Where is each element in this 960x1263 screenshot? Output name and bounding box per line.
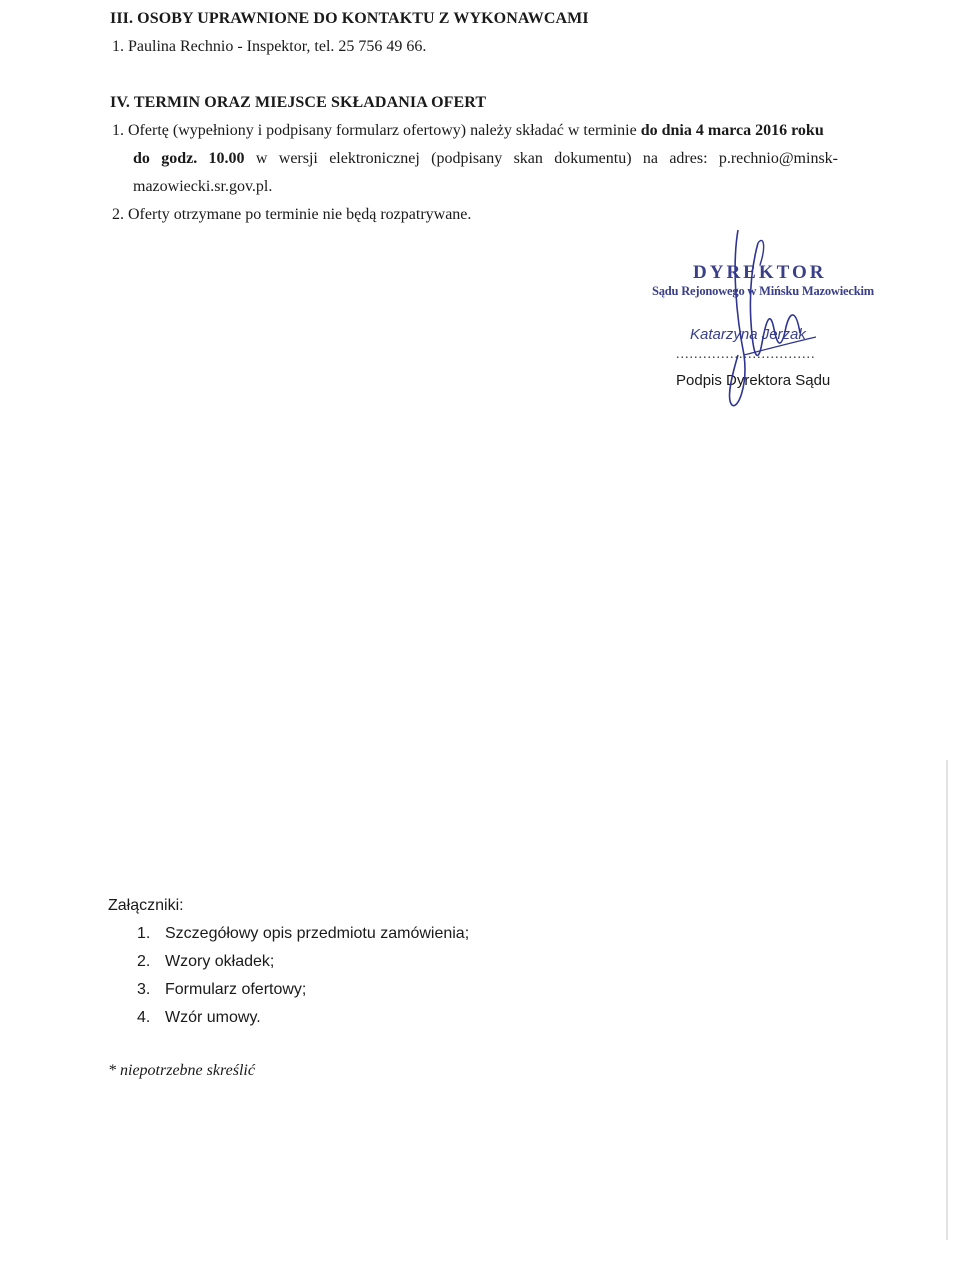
list-item-number: 3.	[137, 981, 151, 998]
list-item	[137, 981, 469, 1009]
stamp-title: DYREKTOR	[693, 262, 827, 283]
scan-edge-shadow	[946, 760, 948, 1240]
offer-deadline-hour: do godz. 10.00	[133, 150, 245, 167]
list-item-number: 1.	[137, 925, 151, 942]
offer-email-continuation: mazowiecki.sr.gov.pl.	[133, 178, 273, 195]
list-item	[137, 1009, 469, 1037]
section-iv-title: IV. TERMIN ORAZ MIEJSCE SKŁADANIA OFERT	[110, 94, 487, 111]
list-item-text: Szczegółowy opis przedmiotu zamówienia;	[165, 925, 470, 942]
signature-caption: Podpis Dyrektora Sądu	[676, 372, 831, 389]
contact-person: 1. Paulina Rechnio - Inspektor, tel. 25 756 49 66.	[112, 38, 427, 55]
list-item-text: Formularz ofertowy;	[165, 981, 307, 998]
offer-deadline-line-1	[112, 122, 824, 140]
stamp-director-name: Katarzyna Jerzak	[690, 326, 806, 343]
list-item-text: Wzory okładek;	[165, 953, 275, 970]
offer-deadline-date: do dnia 4 marca 2016 roku	[640, 122, 824, 139]
section-iii-title: III. OSOBY UPRAWNIONE DO KONTAKTU Z WYKONAWCAMI	[110, 10, 589, 27]
list-item-number: 4.	[137, 1009, 151, 1026]
attachments-label: Załączniki:	[108, 897, 184, 914]
stamp-court: Sądu Rejonowego w Mińsku Mazowieckim	[652, 284, 874, 298]
attachments-list	[137, 925, 469, 1037]
offer-deadline-text: 1. Ofertę (wypełniony i podpisany formularz ofertowy) należy składać w terminie	[112, 122, 637, 139]
list-item	[137, 953, 469, 981]
director-signature-block	[640, 225, 880, 425]
late-offers-note: 2. Oferty otrzymane po terminie nie będą rozpatrywane.	[112, 206, 472, 223]
list-item	[137, 925, 469, 953]
list-item-text: Wzór umowy.	[165, 1009, 261, 1026]
offer-submission-text: w wersji elektronicznej (podpisany skan dokumentu) na adres: p.rechnio@minsk-	[255, 150, 838, 167]
handwritten-signature	[640, 225, 880, 425]
list-item-number: 2.	[137, 953, 151, 970]
offer-deadline-line-2	[133, 150, 838, 168]
footnote: * niepotrzebne skreślić	[108, 1062, 255, 1079]
signature-line: ...............................	[676, 347, 816, 362]
